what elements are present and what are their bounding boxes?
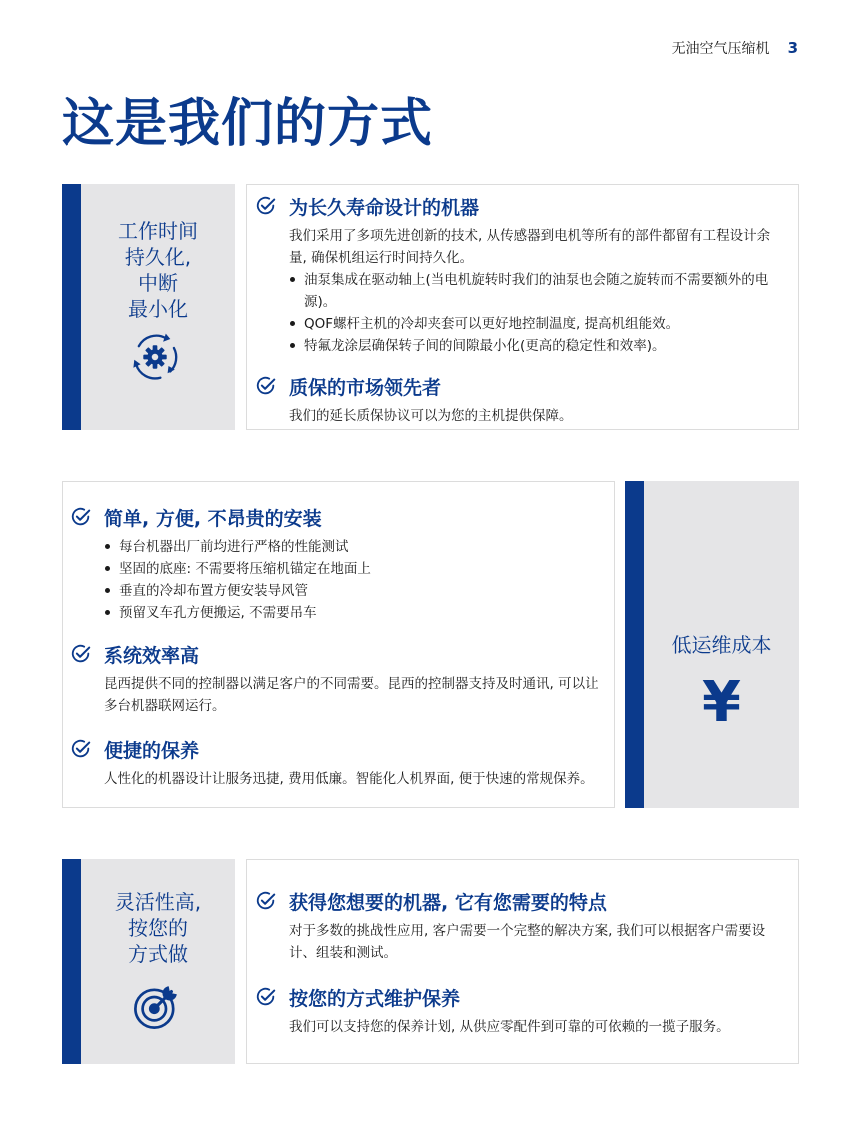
panel-label: 灵活性高, 按您的 方式做	[114, 890, 202, 966]
running-header	[672, 38, 798, 58]
section-body	[255, 225, 785, 357]
section-body	[255, 1016, 785, 1038]
section-paragraph: 我们可以支持您的保养计划, 从供应零配件到可靠的可依赖的一揽子服务。	[289, 1019, 730, 1035]
heading-text: 为长久寿命设计的机器	[289, 196, 480, 219]
doc-title: 无油空气压缩机	[671, 41, 770, 57]
list-item: 特氟龙涂层确保转子间的间隙最小化(更高的稳定性和效率)。	[289, 335, 785, 357]
check-circle-icon	[70, 643, 92, 665]
section-heading	[70, 736, 600, 762]
section-paragraph: 我们的延长质保协议可以为您的主机提供保障。	[289, 408, 573, 424]
check-circle-icon	[255, 375, 277, 397]
flexibility-card	[246, 859, 799, 1064]
section-custom-machine	[255, 888, 785, 964]
section-body	[70, 673, 600, 717]
section-heading	[70, 504, 600, 530]
section-long-life	[255, 193, 785, 357]
list-item: 垂直的冷却布置方便安装导风管	[104, 580, 600, 602]
heading-text: 获得您想要的机器, 它有您需要的特点	[289, 891, 607, 914]
section-your-way-service	[255, 984, 785, 1038]
heading-text: 系统效率高	[104, 644, 200, 667]
section-heading	[255, 984, 785, 1010]
section-paragraph: 我们采用了多项先进创新的技术, 从传感器到电机等所有的部件都留有工程设计余量, 确保机组运行时间持久化。	[289, 228, 771, 266]
section-body	[255, 920, 785, 964]
low-cost-panel	[625, 481, 799, 808]
target-wrench-icon	[130, 979, 184, 1033]
heading-text: 便捷的保养	[104, 739, 200, 762]
accent-bar	[62, 184, 81, 430]
section-heading	[70, 641, 600, 667]
section-efficiency	[70, 641, 600, 717]
section-paragraph: 对于多数的挑战性应用, 客户需要一个完整的解决方案, 我们可以根据客户需要设计、组装和测试。	[289, 923, 766, 961]
cost-card	[62, 481, 615, 808]
section-maintenance	[70, 736, 600, 790]
list-item: 每台机器出厂前均进行严格的性能测试	[104, 536, 600, 558]
bullet-list	[104, 536, 600, 624]
panel-label: 低运维成本	[671, 633, 772, 657]
section-body	[70, 768, 600, 790]
section-paragraph: 昆西提供不同的控制器以满足客户的不同需要。昆西的控制器支持及时通讯, 可以让多台机器联网运行。	[104, 676, 599, 714]
section-heading	[255, 373, 785, 399]
section-heading	[255, 193, 785, 219]
heading-text: 按您的方式维护保养	[289, 987, 461, 1010]
bullet-list	[289, 269, 785, 357]
check-circle-icon	[70, 738, 92, 760]
heading-text: 简单, 方便, 不昂贵的安装	[104, 507, 322, 530]
section-body	[255, 405, 785, 427]
check-circle-icon	[255, 890, 277, 912]
list-item: 坚固的底座: 不需要将压缩机锚定在地面上	[104, 558, 600, 580]
heading-text: 质保的市场领先者	[289, 376, 442, 399]
gear-cycle-icon	[128, 330, 182, 384]
section-body	[70, 536, 600, 624]
list-item: QOF螺杆主机的冷却夹套可以更好地控制温度, 提高机组能效。	[289, 313, 785, 335]
list-item: 预留叉车孔方便搬运, 不需要吊车	[104, 602, 600, 624]
panel-label: 工作时间 持久化, 中断 最小化	[118, 219, 198, 321]
uptime-card	[246, 184, 799, 430]
flexibility-panel	[62, 859, 235, 1064]
yen-icon: ¥	[702, 670, 741, 735]
check-circle-icon	[255, 195, 277, 217]
section-paragraph: 人性化的机器设计让服务迅捷, 费用低廉。智能化人机界面, 便于快速的常规保养。	[104, 771, 594, 787]
section-heading	[255, 888, 785, 914]
page-number: 3	[787, 39, 798, 57]
uptime-panel	[62, 184, 235, 430]
section-warranty	[255, 373, 785, 427]
check-circle-icon	[255, 986, 277, 1008]
accent-bar	[625, 481, 644, 808]
accent-bar	[62, 859, 81, 1064]
page-title: 这是我们的方式	[62, 94, 434, 154]
section-installation	[70, 504, 600, 624]
list-item: 油泵集成在驱动轴上(当电机旋转时我们的油泵也会随之旋转而不需要额外的电源)。	[289, 269, 785, 313]
check-circle-icon	[70, 506, 92, 528]
